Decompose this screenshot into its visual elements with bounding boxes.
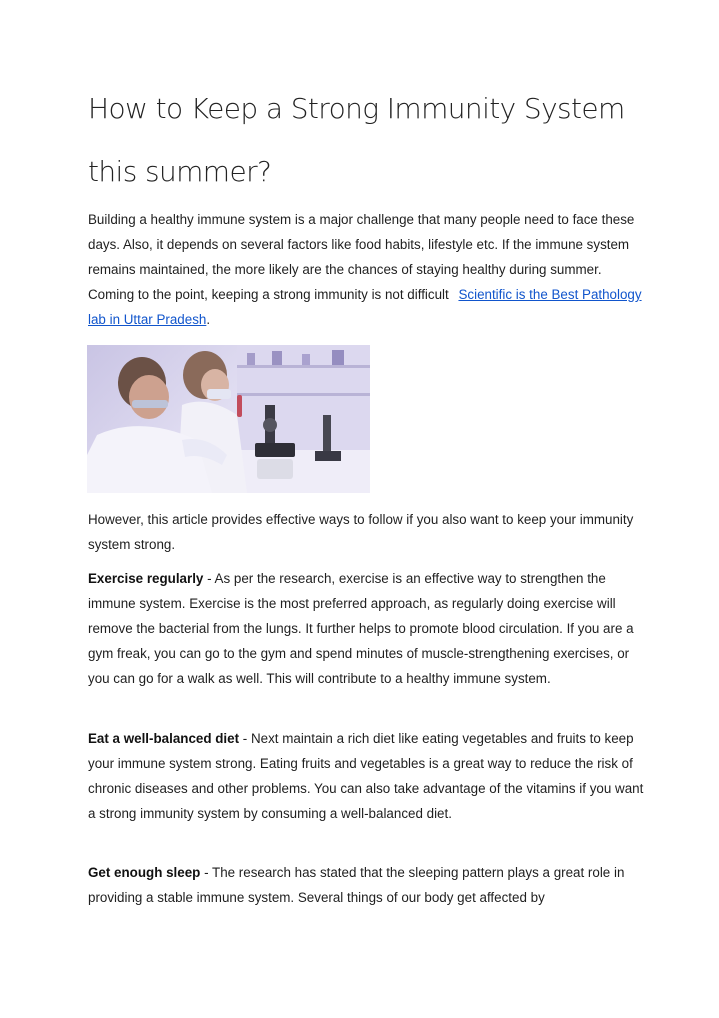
- sleep-heading: Get enough sleep: [88, 865, 201, 880]
- intro-text: Building a healthy immune system is a major challenge that many people need to face these days. Also, it depends on several factors like food habits, lifestyle etc. If the immune system remains maintained, the more likely are the chances of staying healthy during summer. Coming to the point, keeping a strong immunity is not difficult: [88, 212, 635, 302]
- sleep-paragraph: [88, 860, 648, 910]
- sleep-text: - The research has stated that the sleeping pattern plays a great role in providing a stable immune system. Several things of our body get affected by: [88, 865, 625, 905]
- intro-end: .: [206, 312, 211, 327]
- exercise-paragraph: [88, 566, 648, 691]
- page-title-line-2: this summer?: [88, 155, 272, 188]
- intro-paragraph: [88, 207, 648, 332]
- however-paragraph: However, this article provides effective ways to follow if you also want to keep your immunity system strong.: [88, 512, 634, 552]
- diet-paragraph: [88, 726, 648, 826]
- pathology-lab-link[interactable]: Scientific is the Best Pathology lab in Uttar Pradesh: [88, 287, 642, 327]
- page-title-line-1: How to Keep a Strong Immunity System: [88, 92, 625, 125]
- exercise-heading: Exercise regularly: [88, 571, 204, 586]
- lab-scientists-photo: [87, 345, 370, 493]
- diet-heading: Eat a well-balanced diet: [88, 731, 240, 746]
- diet-text: - Next maintain a rich diet like eating vegetables and fruits to keep your immune system strong. Eating fruits and vegetables is a great way to reduce the risk of chronic diseases and other problems. You can also take advantage of the vitamins if you want a strong immunity system by consuming a well-balanced diet.: [88, 731, 644, 821]
- exercise-text: - As per the research, exercise is an effective way to strengthen the immune system. Exercise is the most preferred approach, as regularly doing exercise will remove the bacterial from the lungs. It further helps to promote blood circulation. If you are a gym freak, you can go to the gym and spend minutes of muscle-strengthening exercises, or you can go for a walk as well. This will contribute to a healthy immune system.: [88, 571, 634, 686]
